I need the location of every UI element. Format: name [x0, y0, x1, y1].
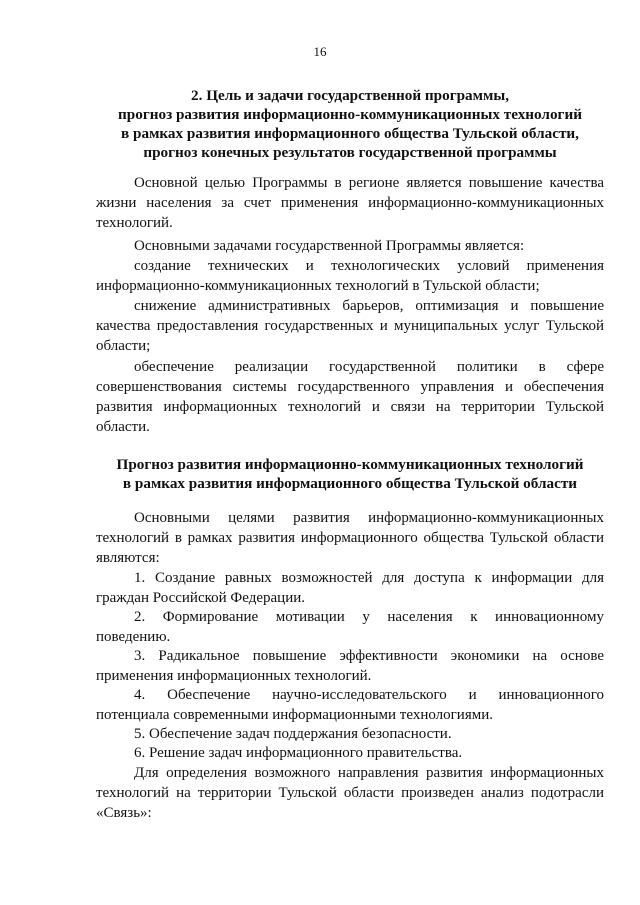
task-item — [96, 296, 604, 356]
section-heading-line: в рамках развития информационного общества Тульской области, — [121, 125, 579, 142]
page-number: 16 — [313, 44, 327, 59]
text-line: области. — [96, 419, 150, 435]
text-line: создание технических и технологических условий применения — [134, 258, 604, 274]
text-line: 6. Решение задач информационного правительства. — [134, 745, 463, 761]
section-heading-line: 2. Цель и задачи государственной программы, — [191, 87, 509, 104]
text-line: технологий на территории Тульской области произведен анализ подотрасли — [96, 785, 604, 801]
text-line: 3. Радикальное повышение эффективности экономики на основе — [134, 648, 604, 664]
text-line: технологий. — [96, 215, 173, 231]
section-heading-line: прогноз конечных результатов государственной программы — [143, 144, 557, 161]
goal-item — [96, 646, 604, 686]
goals-intro — [96, 508, 604, 568]
forecast-heading-line: в рамках развития информационного общества Тульской области — [122, 475, 578, 492]
text-line: обеспечение реализации государственной политики в сфере — [134, 359, 604, 375]
task-item — [96, 256, 604, 296]
closing-paragraph — [96, 763, 604, 823]
goal-item — [96, 568, 604, 608]
goal-item — [96, 743, 604, 763]
text-line: информационно-коммуникационных технологий в Тульской области; — [96, 278, 540, 294]
text-line: поведению. — [96, 629, 171, 645]
text-line: граждан Российской Федерации. — [96, 590, 306, 606]
section-heading-line: прогноз развития информационно-коммуникационных технологий — [118, 106, 582, 123]
text-line: качества предоставления государственных и муниципальных услуг Тульской — [96, 318, 604, 334]
text-line: развития информационных технологий и связи на территории Тульской — [96, 399, 604, 415]
text-line: области; — [96, 338, 151, 354]
text-line: совершенствования системы государственного управления и обеспечения — [96, 379, 604, 395]
goal-item — [96, 607, 604, 647]
text-line: 4. Обеспечение научно-исследовательского и инновационного — [134, 687, 604, 703]
text-line: 5. Обеспечение задач поддержания безопасности. — [134, 726, 452, 742]
goal-paragraph — [96, 173, 604, 233]
text-line: потенциала современными информационными технологиями. — [96, 707, 493, 723]
text-line: 2. Формирование мотивации у населения к инновационному — [134, 609, 604, 625]
task-item — [96, 357, 604, 437]
text-line: Основными задачами государственной Программы является: — [134, 238, 525, 254]
text-line: 1. Создание равных возможностей для доступа к информации для — [134, 570, 604, 586]
tasks-intro — [96, 236, 604, 256]
text-line: Основной целью Программы в регионе является повышение качества — [134, 175, 604, 191]
goal-item — [96, 685, 604, 725]
forecast-heading-line: Прогноз развития информационно-коммуникационных технологий — [116, 456, 584, 473]
text-line: являются: — [96, 550, 160, 566]
goal-item — [96, 724, 604, 744]
text-line: применения информационных технологий. — [96, 668, 372, 684]
text-line: жизни населения за счет применения информационно-коммуникационных — [96, 195, 604, 211]
text-line: «Связь»: — [96, 805, 152, 821]
forecast-heading — [96, 455, 604, 493]
text-line: Основными целями развития информационно-коммуникационных — [134, 510, 604, 526]
text-line: снижение административных барьеров, оптимизация и повышение — [134, 298, 604, 314]
text-line: технологий в рамках развития информационного общества Тульской области — [96, 530, 604, 546]
text-line: Для определения возможного направления развития информационных — [134, 765, 604, 781]
section-heading — [96, 86, 604, 162]
